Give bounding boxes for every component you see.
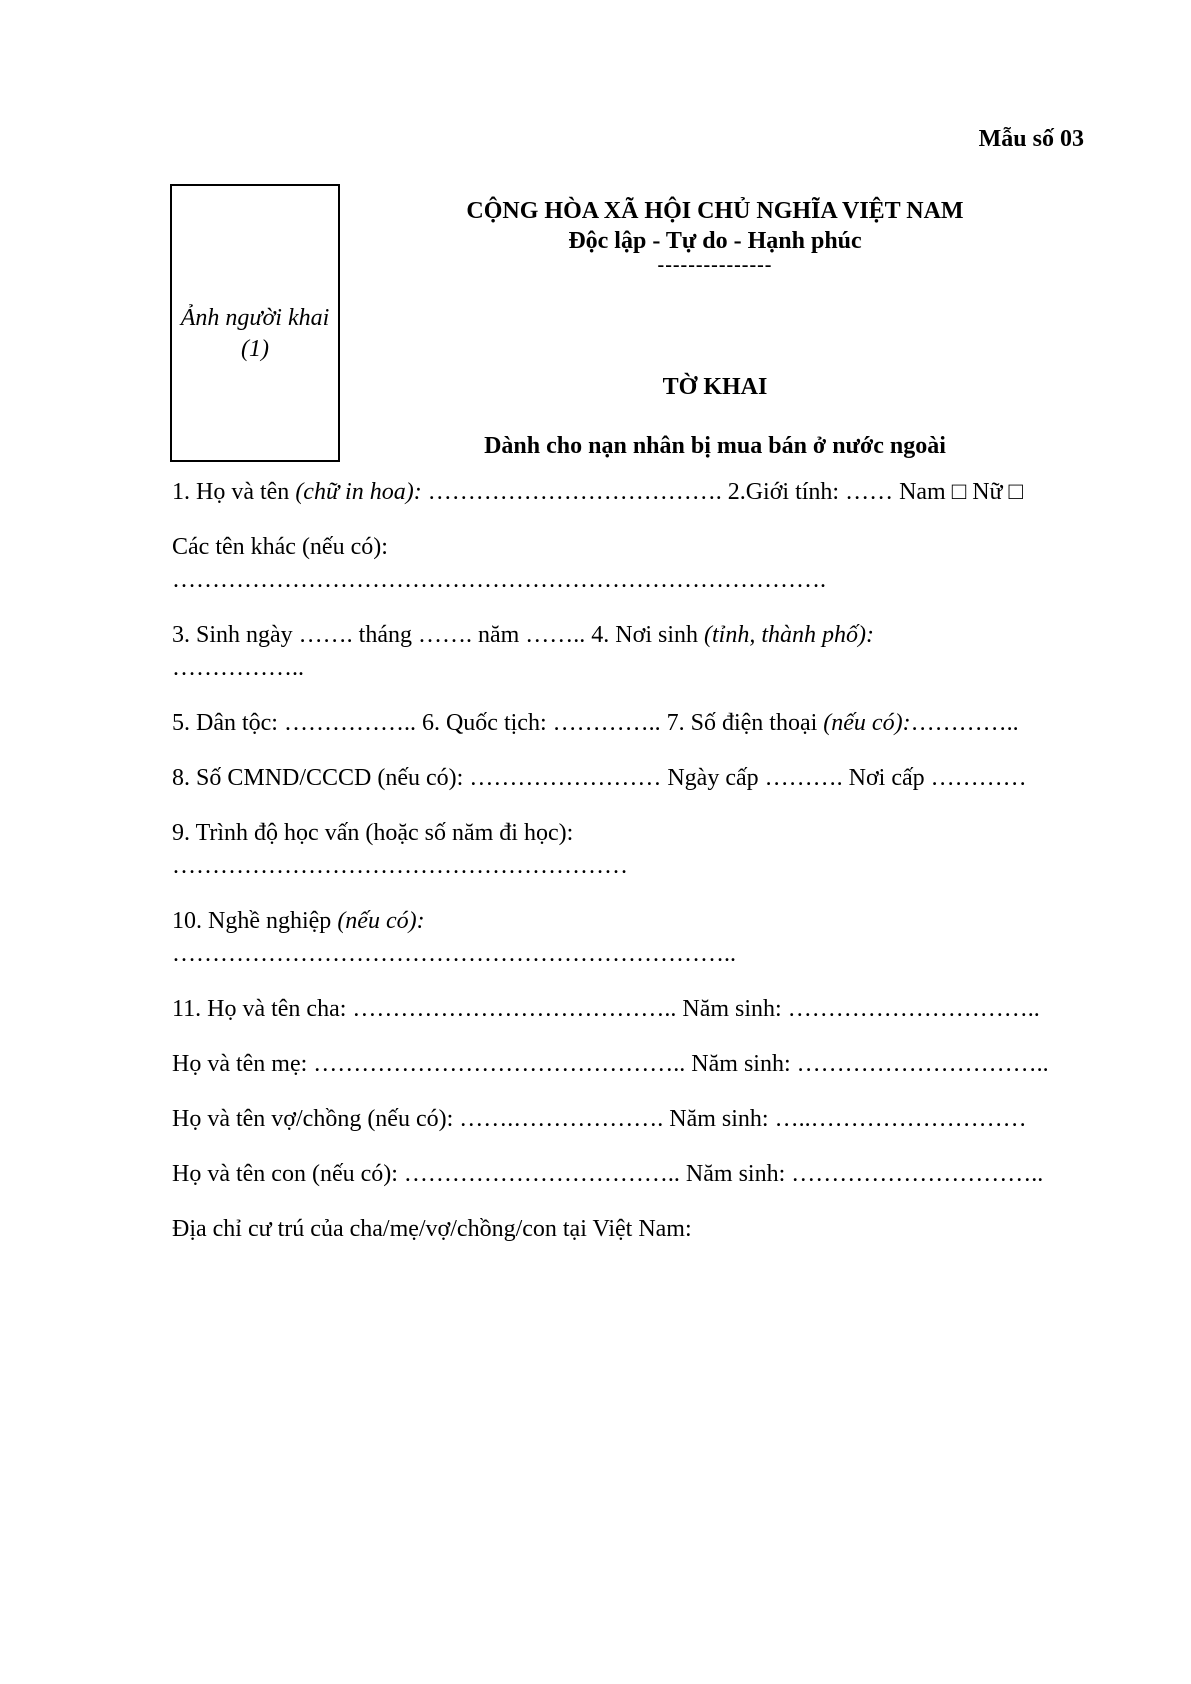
form-number: Mẫu số 03	[978, 126, 1084, 152]
field-3-text[interactable]: 3. Sinh ngày ……. tháng ……. năm …….. 4. Nơi sinh	[172, 622, 705, 648]
field-1-label: 1. Họ và tên	[172, 479, 296, 505]
field-2-gender[interactable]: 2.Giới tính: …… Nam □ Nữ □	[727, 479, 1024, 505]
photo-caption-line1: Ảnh người khai	[180, 305, 330, 331]
other-names-dots[interactable]: ……………………………………………………………………….	[172, 567, 826, 593]
field-10-label: 10. Nghề nghiệp	[172, 908, 338, 934]
field-mother	[172, 1048, 1082, 1081]
document-subtitle: Dành cho nạn nhân bị mua bán ở nước ngoài	[484, 433, 946, 459]
other-names-label: Các tên khác (nếu có):	[172, 534, 388, 560]
field-9-dots[interactable]: …………………………………………………	[172, 853, 628, 879]
field-id-card	[172, 762, 1082, 795]
address-label: Địa chỉ cư trú của cha/mẹ/vợ/chồng/con tại Việt Nam:	[172, 1216, 692, 1242]
field-5-text[interactable]: 5. Dân tộc: …………….. 6. Quốc tịch: ………….. 7. Số điện thoại	[172, 710, 824, 736]
header-divider: ---------------	[657, 254, 773, 276]
field-education	[172, 817, 1082, 883]
field-7-dots[interactable]: …………..	[910, 710, 1019, 736]
photo-caption	[172, 303, 338, 365]
nation-name: CỘNG HÒA XÃ HỘI CHỦ NGHĨA VIỆT NAM	[466, 198, 964, 224]
field-child	[172, 1158, 1082, 1191]
field-11-father[interactable]: 11. Họ và tên cha: ………………………………….. Năm sinh: …………………………..	[172, 996, 1040, 1022]
form-body	[172, 476, 1082, 1268]
field-spouse	[172, 1103, 1082, 1136]
field-1-dots[interactable]: ……………………………….	[421, 479, 728, 505]
field-10-hint: (nếu có):	[337, 908, 425, 934]
field-birth	[172, 619, 1082, 685]
field-ethnicity-nationality-phone	[172, 707, 1082, 740]
field-4-dots[interactable]: ……………..	[172, 655, 304, 681]
national-motto: Độc lập - Tự do - Hạnh phúc	[568, 228, 862, 254]
field-10-dots[interactable]: ……………………………………………………………..	[172, 941, 736, 967]
field-8-text[interactable]: 8. Số CMND/CCCD (nếu có): …………………… Ngày cấp ………. Nơi cấp …………	[172, 765, 1027, 791]
field-spouse-text[interactable]: Họ và tên vợ/chồng (nếu có): …….………………. Năm sinh: …..………………………	[172, 1106, 1027, 1132]
field-father	[172, 993, 1082, 1026]
field-name-gender	[172, 476, 1082, 509]
field-4-hint: (tỉnh, thành phố):	[704, 622, 874, 648]
field-mother-text[interactable]: Họ và tên mẹ: ……………………………………….. Năm sinh: …………………………..	[172, 1051, 1049, 1077]
national-header	[380, 196, 1050, 274]
field-9-label: 9. Trình độ học vấn (hoặc số năm đi học):	[172, 820, 574, 846]
field-child-text[interactable]: Họ và tên con (nếu có): …………………………….. Năm sinh: …………………………..	[172, 1161, 1044, 1187]
field-1-hint: (chữ in hoa):	[295, 479, 422, 505]
photo-caption-line2: (1)	[241, 336, 269, 362]
field-other-names	[172, 531, 1082, 597]
field-7-hint: (nếu có):	[823, 710, 911, 736]
photo-placeholder-box	[170, 184, 340, 462]
field-address	[172, 1213, 1082, 1246]
field-occupation	[172, 905, 1082, 971]
document-title: TỜ KHAI	[662, 374, 768, 400]
